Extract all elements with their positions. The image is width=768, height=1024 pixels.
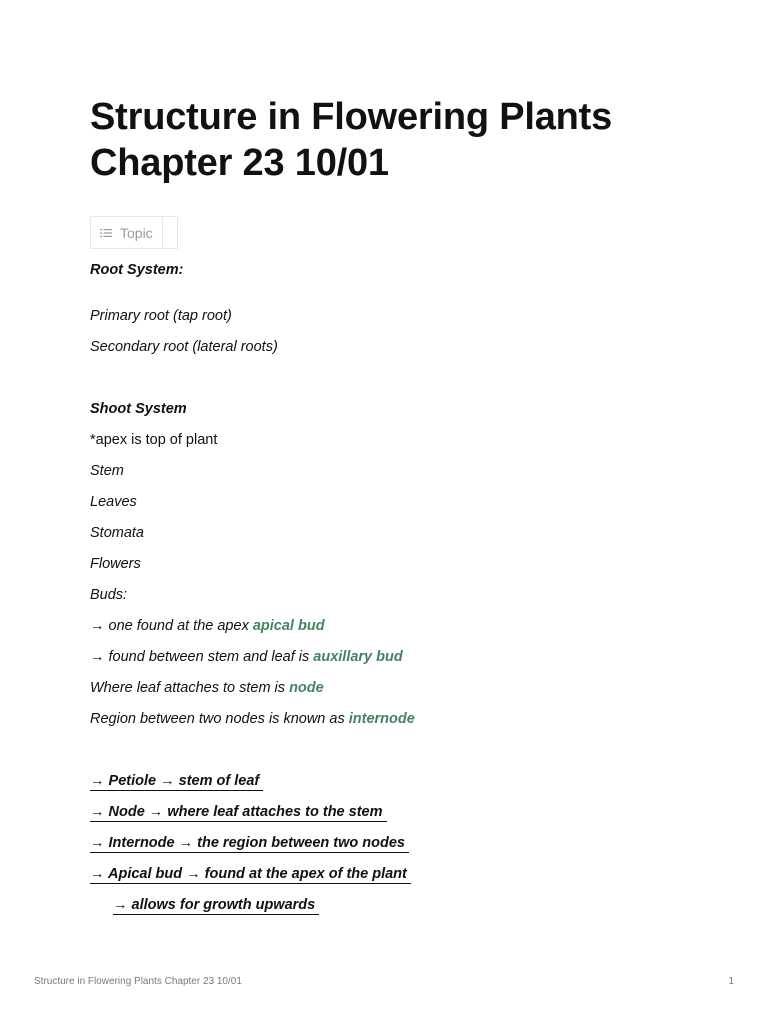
summary-item bbox=[90, 803, 387, 821]
node-prefix: Where leaf attaches to stem is bbox=[90, 680, 290, 696]
summary-internode: → Internode → the region between two nodes bbox=[90, 835, 409, 853]
summary-apical-bud: → Apical bud → found at the apex of the plant bbox=[90, 866, 411, 884]
title-line-1: Structure in Flowering Plants bbox=[90, 96, 613, 138]
topic-property[interactable] bbox=[90, 216, 178, 249]
apical-bud-line bbox=[90, 617, 325, 635]
summary-node: → Node → where leaf attaches to the stem bbox=[90, 804, 387, 822]
buds-text: Buds: bbox=[90, 587, 128, 603]
internode-term: internode bbox=[348, 711, 415, 727]
shoot-system-heading: Shoot System bbox=[90, 401, 187, 417]
primary-root-text: Primary root (tap root) bbox=[90, 308, 232, 324]
node-line bbox=[90, 679, 324, 697]
stem-text: Stem bbox=[90, 463, 124, 479]
summary-item bbox=[90, 834, 409, 852]
auxillary-bud-term: auxillary bud bbox=[313, 649, 403, 665]
summary-growth-upwards: → allows for growth upwards bbox=[113, 897, 319, 915]
internode-line bbox=[90, 710, 415, 728]
list-icon bbox=[99, 226, 113, 240]
root-system-heading: Root System: bbox=[90, 262, 184, 278]
internode-prefix: Region between two nodes is known as bbox=[90, 711, 349, 727]
summary-petiole: → Petiole → stem of leaf bbox=[90, 773, 263, 791]
title-line-2: Chapter 23 10/01 bbox=[90, 142, 389, 184]
apical-bud-term: apical bud bbox=[252, 618, 325, 634]
auxillary-bud-line bbox=[90, 648, 403, 666]
apical-bud-prefix: → one found at the apex bbox=[90, 618, 253, 634]
summary-item bbox=[90, 772, 263, 790]
flowers-text: Flowers bbox=[90, 556, 141, 572]
secondary-root-text: Secondary root (lateral roots) bbox=[90, 339, 278, 355]
leaves-text: Leaves bbox=[90, 494, 137, 510]
property-divider bbox=[162, 217, 163, 248]
summary-subitem bbox=[113, 896, 319, 914]
page-title bbox=[90, 94, 710, 186]
auxillary-bud-prefix: → found between stem and leaf is bbox=[90, 649, 314, 665]
topic-property-label: Topic bbox=[120, 224, 153, 241]
stomata-text: Stomata bbox=[90, 525, 144, 541]
node-term: node bbox=[289, 680, 324, 696]
footer-doc-title: Structure in Flowering Plants Chapter 23 10/01 bbox=[34, 976, 242, 987]
summary-item bbox=[90, 865, 411, 883]
footer-page-number: 1 bbox=[728, 976, 734, 987]
apex-note-text: *apex is top of plant bbox=[90, 432, 218, 448]
